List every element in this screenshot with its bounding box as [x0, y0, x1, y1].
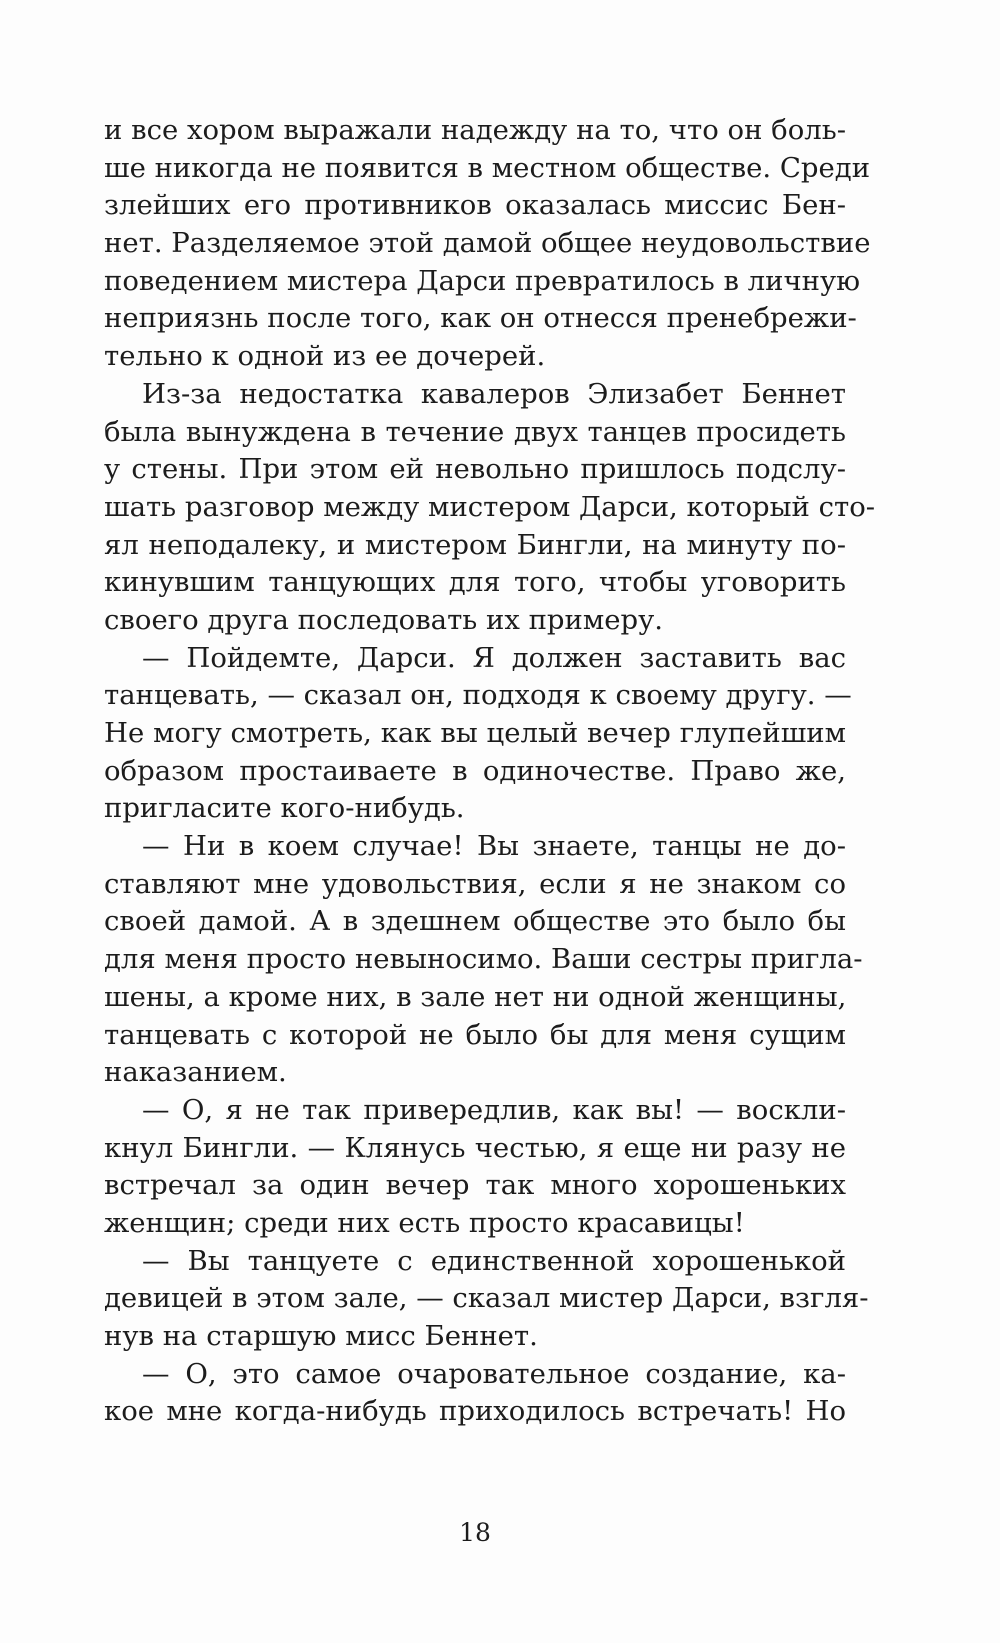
text-line: у стены. При этом ей невольно пришлось подслу- [104, 453, 846, 486]
text-line: женщин; среди них есть просто красавицы! [104, 1206, 745, 1239]
text-line: и все хором выражали надежду на то, что он боль- [104, 114, 846, 146]
text-line: танцевать с которой не было бы для меня сущим [104, 1018, 846, 1051]
text-line: поведением мистера Дарси превратилось в личную [104, 264, 861, 297]
page-number: 18 [459, 1518, 491, 1547]
text-line: кнул Бингли. — Клянусь честью, я еще ни разу не [104, 1131, 846, 1164]
text-line: кое мне когда-нибудь приходилось встречать! Но [104, 1395, 846, 1428]
text-line: встречал за один вечер так много хорошеньких [104, 1169, 846, 1202]
text-line: наказанием. [104, 1056, 287, 1089]
text-line: тельно к одной из ее дочерей. [104, 340, 546, 373]
text-line: неприязнь после того, как он отнесся пренебрежи- [104, 302, 857, 335]
text-line: Не могу смотреть, как вы целый вечер глупейшим [104, 717, 846, 749]
paragraph [104, 112, 871, 376]
text-line: — О, это самое очаровательное создание, ка- [142, 1357, 846, 1390]
text-line: нет. Разделяемое этой дамой общее неудовольствие [104, 227, 871, 260]
body-text [104, 112, 876, 1431]
paragraph [104, 640, 852, 828]
text-line: ше никогда не появится в местном обществе. Среди [104, 151, 871, 184]
text-line: шать разговор между мистером Дарси, который сто- [104, 490, 876, 523]
paragraph [104, 1243, 869, 1356]
text-line: девицей в этом зале, — сказал мистер Дарси, взгля- [104, 1282, 869, 1315]
text-line: пригласите кого-нибудь. [104, 792, 465, 825]
paragraph [104, 1092, 846, 1243]
text-line: образом простаиваете в одиночестве. Право же, [104, 754, 846, 787]
paragraph [104, 1356, 846, 1431]
text-line: танцевать, — сказал он, подходя к своему другу. — [104, 679, 852, 712]
text-line: шены, а кроме них, в зале нет ни одной женщины, [104, 980, 847, 1013]
text-line: — Ни в коем случае! Вы знаете, танцы не до- [142, 830, 846, 863]
paragraph [104, 828, 863, 1092]
text-line: кинувшим танцующих для того, чтобы уговорить [104, 566, 846, 599]
text-line: ставляют мне удовольствия, если я не знаком со [104, 867, 846, 900]
text-line: для меня просто невыносимо. Ваши сестры пригла- [104, 943, 863, 976]
text-line: — Вы танцуете с единственной хорошенькой [142, 1244, 846, 1277]
paragraph [104, 376, 876, 640]
text-line: Из-за недостатка кавалеров Элизабет Беннет [142, 377, 846, 410]
text-line: ял неподалеку, и мистером Бингли, на минуту по- [104, 528, 846, 561]
text-line: злейших его противников оказалась миссис Бен- [104, 189, 846, 222]
text-line: — Пойдемте, Дарси. Я должен заставить вас [142, 641, 846, 674]
text-line: своего друга последовать их примеру. [104, 603, 664, 636]
text-line: была вынуждена в течение двух танцев просидеть [104, 415, 846, 448]
text-line: нув на старшую мисс Беннет. [104, 1320, 538, 1352]
text-line: своей дамой. А в здешнем обществе это было бы [104, 905, 846, 938]
text-line: — О, я не так привередлив, как вы! — воскли- [142, 1093, 846, 1126]
